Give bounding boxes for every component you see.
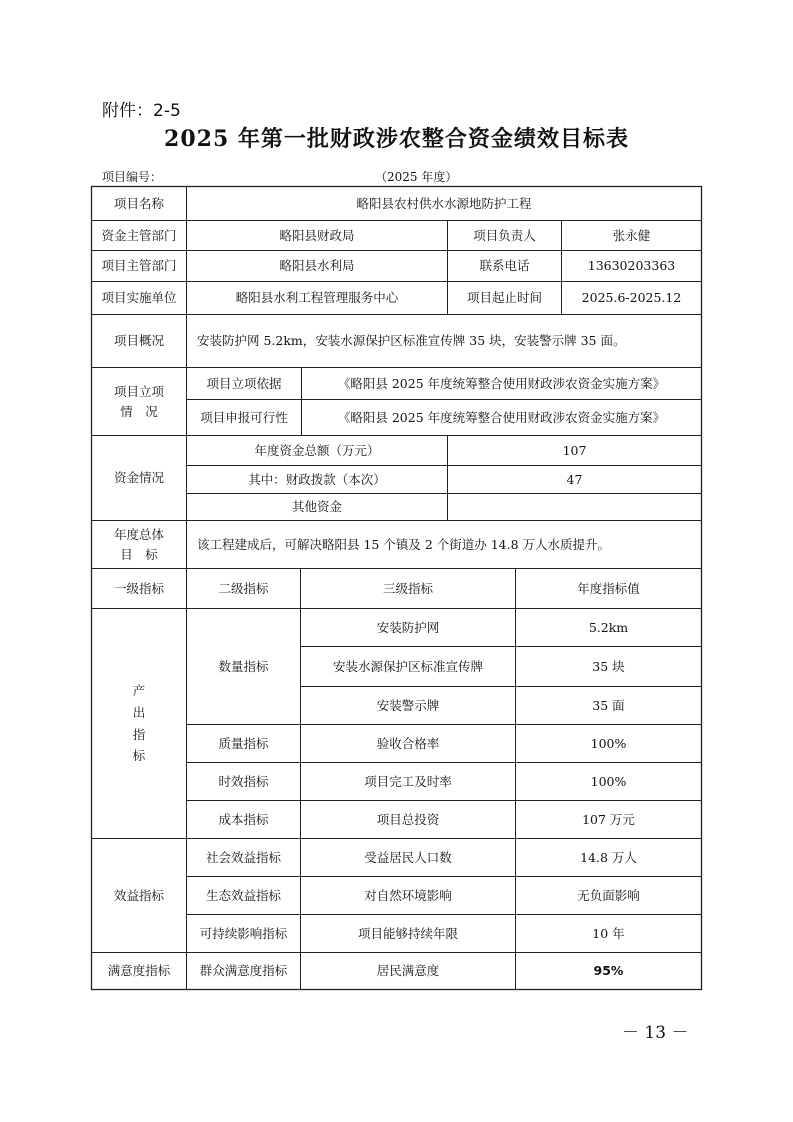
header-level1: 一级指标 [113, 580, 164, 596]
funds-total-value: 107 [562, 442, 587, 458]
attachment-label: 附件：2-5 [102, 101, 181, 121]
implementing-unit-value: 略阳县水利工程管理服务中心 [235, 290, 399, 306]
funds-fiscal-label: 其中：财政拨款（本次） [248, 471, 386, 487]
satisfaction-label: 群众满意度指标 [199, 963, 288, 979]
project-dept-value: 略阳县水利局 [279, 258, 355, 274]
funds-other-label: 其他资金 [291, 499, 342, 515]
benefit-item-label: 可持续影响指标 [199, 925, 288, 941]
project-dept-label: 项目主管部门 [101, 258, 177, 274]
quality-indicator-name: 验收合格率 [376, 735, 440, 751]
quantity-item-name: 安装水源保护区标准宣传牌 [332, 658, 483, 674]
funds-other-value [448, 494, 701, 520]
benefit-item-name: 项目能够持续年限 [357, 925, 458, 941]
page-number: － 13 － [622, 1023, 689, 1043]
funds-total-label: 年度资金总额（万元） [254, 442, 380, 458]
feasibility-value: 《略阳县 2025 年度统筹整合使用财政涉农资金实施方案》 [337, 409, 666, 425]
approval-label: 项目立项 情 况 [113, 384, 164, 419]
benefit-indicator-label: 效益指标 [113, 887, 164, 903]
implementing-unit-label: 项目实施单位 [101, 290, 177, 306]
quantity-indicator-label: 数量指标 [218, 658, 269, 674]
approval-basis-value: 《略阳县 2025 年度统筹整合使用财政涉农资金实施方案》 [337, 375, 666, 391]
quality-indicator-label: 质量指标 [218, 735, 269, 751]
satisfaction-name: 居民满意度 [376, 963, 440, 979]
header-value: 年度指标值 [577, 580, 640, 596]
project-name-value: 略阳县农村供水水源地防护工程 [356, 195, 532, 211]
timeliness-indicator-name: 项目完工及时率 [364, 773, 452, 789]
satisfaction-value: 95% [593, 963, 624, 979]
cost-indicator-label: 成本指标 [218, 811, 269, 827]
benefit-item-value: 14.8 万人 [580, 849, 637, 865]
quantity-item-name: 安装防护网 [376, 619, 440, 635]
timeliness-indicator-label: 时效指标 [218, 773, 269, 789]
benefit-item-value: 10 年 [592, 925, 625, 941]
header-level3: 三级指标 [382, 580, 433, 596]
quantity-item-value: 5.2km [588, 619, 629, 635]
cost-indicator-value: 107 万元 [582, 811, 635, 827]
project-period-label: 项目起止时间 [466, 290, 542, 306]
output-indicator-label: 产 出 指 标 [132, 682, 146, 764]
benefit-item-name: 受益居民人口数 [364, 849, 452, 865]
benefit-item-label: 生态效益指标 [205, 887, 281, 903]
fund-dept-value: 略阳县财政局 [279, 227, 355, 243]
project-number-label: 项目编号： [102, 170, 163, 184]
feasibility-label: 项目申报可行性 [200, 409, 288, 425]
timeliness-indicator-value: 100% [590, 773, 627, 789]
funds-label: 资金情况 [113, 470, 164, 486]
project-name-label: 项目名称 [113, 195, 164, 211]
project-owner-value: 张永健 [612, 227, 651, 243]
project-owner-label: 项目负责人 [473, 227, 536, 243]
project-period-value: 2025.6-2025.12 [581, 290, 682, 306]
phone-value: 13630203363 [587, 258, 676, 274]
overview-value: 安装防护网 5.2km，安装水源保护区标准宣传牌 35 块，安装警示牌 35 面。 [197, 333, 626, 349]
page-title: 2025 年第一批财政涉农整合资金绩效目标表 [164, 126, 629, 152]
approval-basis-label: 项目立项依据 [206, 375, 282, 391]
quantity-item-value: 35 面 [592, 697, 625, 713]
benefit-item-name: 对自然环境影响 [364, 887, 452, 903]
cost-indicator-name: 项目总投资 [376, 811, 440, 827]
phone-label: 联系电话 [479, 258, 530, 274]
benefit-item-value: 无负面影响 [577, 887, 640, 903]
funds-fiscal-value: 47 [566, 471, 583, 487]
year-label: （2025 年度） [375, 170, 458, 184]
overview-label: 项目概况 [113, 333, 164, 349]
header-level2: 二级指标 [218, 580, 269, 596]
annual-goal-label: 年度总体 目 标 [113, 527, 164, 562]
quality-indicator-value: 100% [590, 735, 627, 751]
satisfaction-level1: 满意度指标 [107, 963, 171, 979]
fund-dept-label: 资金主管部门 [101, 227, 177, 243]
quantity-item-name: 安装警示牌 [376, 697, 440, 713]
annual-goal-value: 该工程建成后，可解决略阳县 15 个镇及 2 个街道办 14.8 万人水质提升。 [197, 536, 611, 552]
benefit-item-label: 社会效益指标 [205, 849, 281, 865]
quantity-item-value: 35 块 [592, 658, 625, 674]
